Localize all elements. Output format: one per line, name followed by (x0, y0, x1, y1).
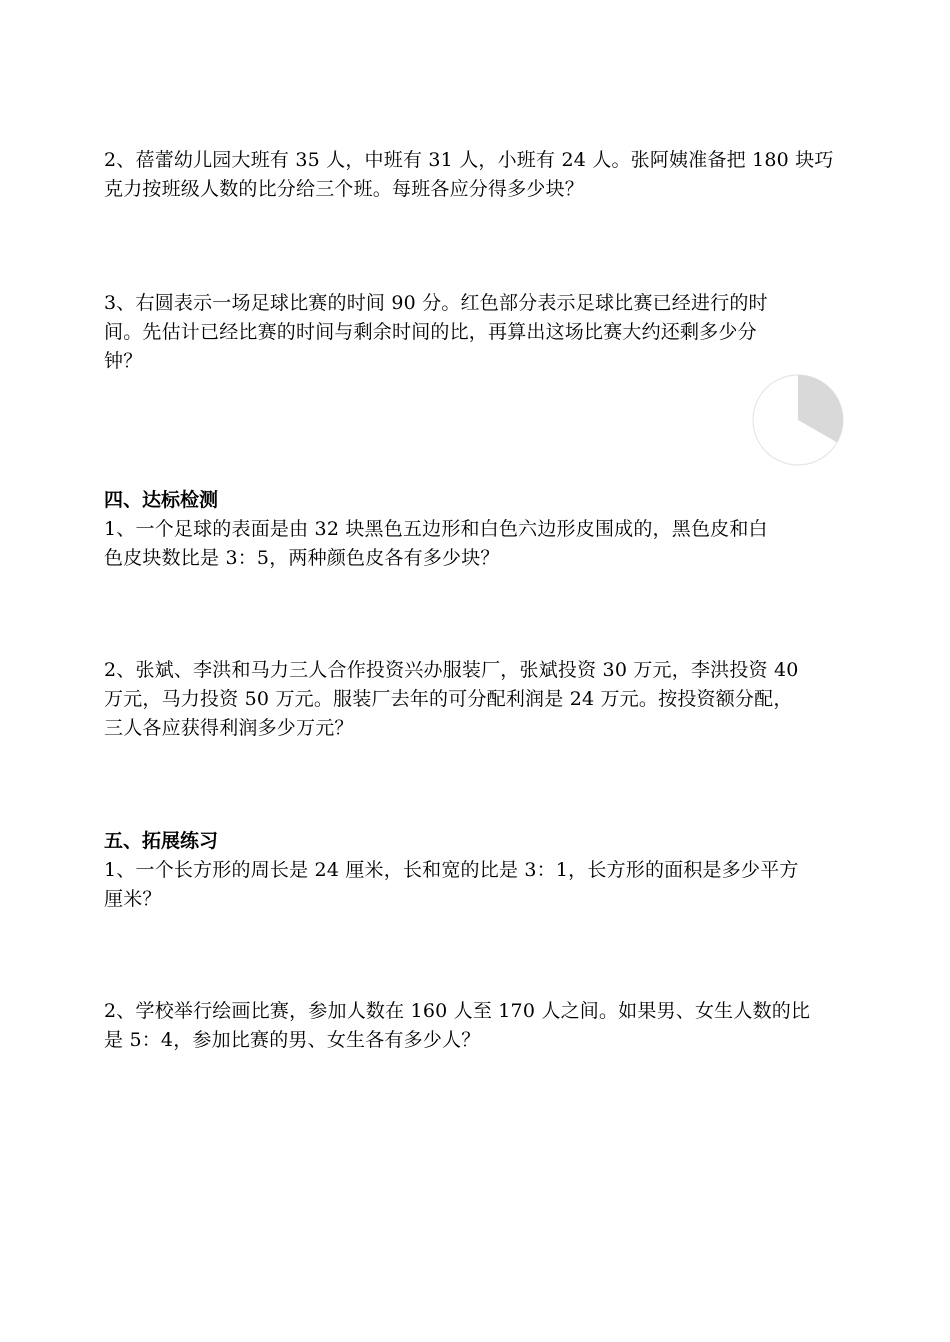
pie-chart (750, 372, 846, 468)
question-line: 1、一个足球的表面是由 32 块黑色五边形和白色六边形皮围成的，黑色皮和白 (104, 518, 768, 540)
question-2-drawing-contest (104, 997, 852, 1055)
question-2-kindergarten (104, 146, 852, 204)
question-1-football-panels (104, 515, 852, 573)
question-line: 三人各应获得利润多少万元？ (104, 717, 354, 739)
question-line: 2、学校举行绘画比赛，参加人数在 160 人至 170 人之间。如果男、女生人数的比 (104, 1000, 811, 1022)
question-line: 3、右圆表示一场足球比赛的时间 90 分。红色部分表示足球比赛已经进行的时 (104, 292, 768, 314)
question-line: 万元，马力投资 50 万元。服装厂去年的可分配利润是 24 万元。按投资额分配， (104, 688, 793, 710)
question-1-rectangle (104, 856, 852, 914)
question-3-football-time (104, 289, 852, 376)
question-line: 厘米？ (104, 888, 162, 910)
match-time-pie-figure (750, 372, 846, 468)
question-line: 钟？ (104, 350, 143, 372)
question-line: 克力按班级人数的比分给三个班。每班各应分得多少块？ (104, 178, 585, 200)
question-line: 2、蓓蕾幼儿园大班有 35 人，中班有 31 人，小班有 24 人。张阿姨准备把 180 块巧 (104, 149, 834, 171)
question-line: 1、一个长方形的周长是 24 厘米，长和宽的比是 3：1，长方形的面积是多少平方 (104, 859, 799, 881)
question-line: 间。先估计已经比赛的时间与剩余时间的比，再算出这场比赛大约还剩多少分 (104, 321, 757, 343)
question-2-investment (104, 656, 852, 743)
section-heading-4: 四、达标检测 (104, 489, 219, 511)
question-line: 2、张斌、李洪和马力三人合作投资兴办服装厂，张斌投资 30 万元，李洪投资 40 (104, 659, 799, 681)
question-line: 色皮块数比是 3：5，两种颜色皮各有多少块？ (104, 547, 500, 569)
question-line: 是 5：4，参加比赛的男、女生各有多少人？ (104, 1029, 481, 1051)
section-heading-5: 五、拓展练习 (104, 830, 219, 852)
